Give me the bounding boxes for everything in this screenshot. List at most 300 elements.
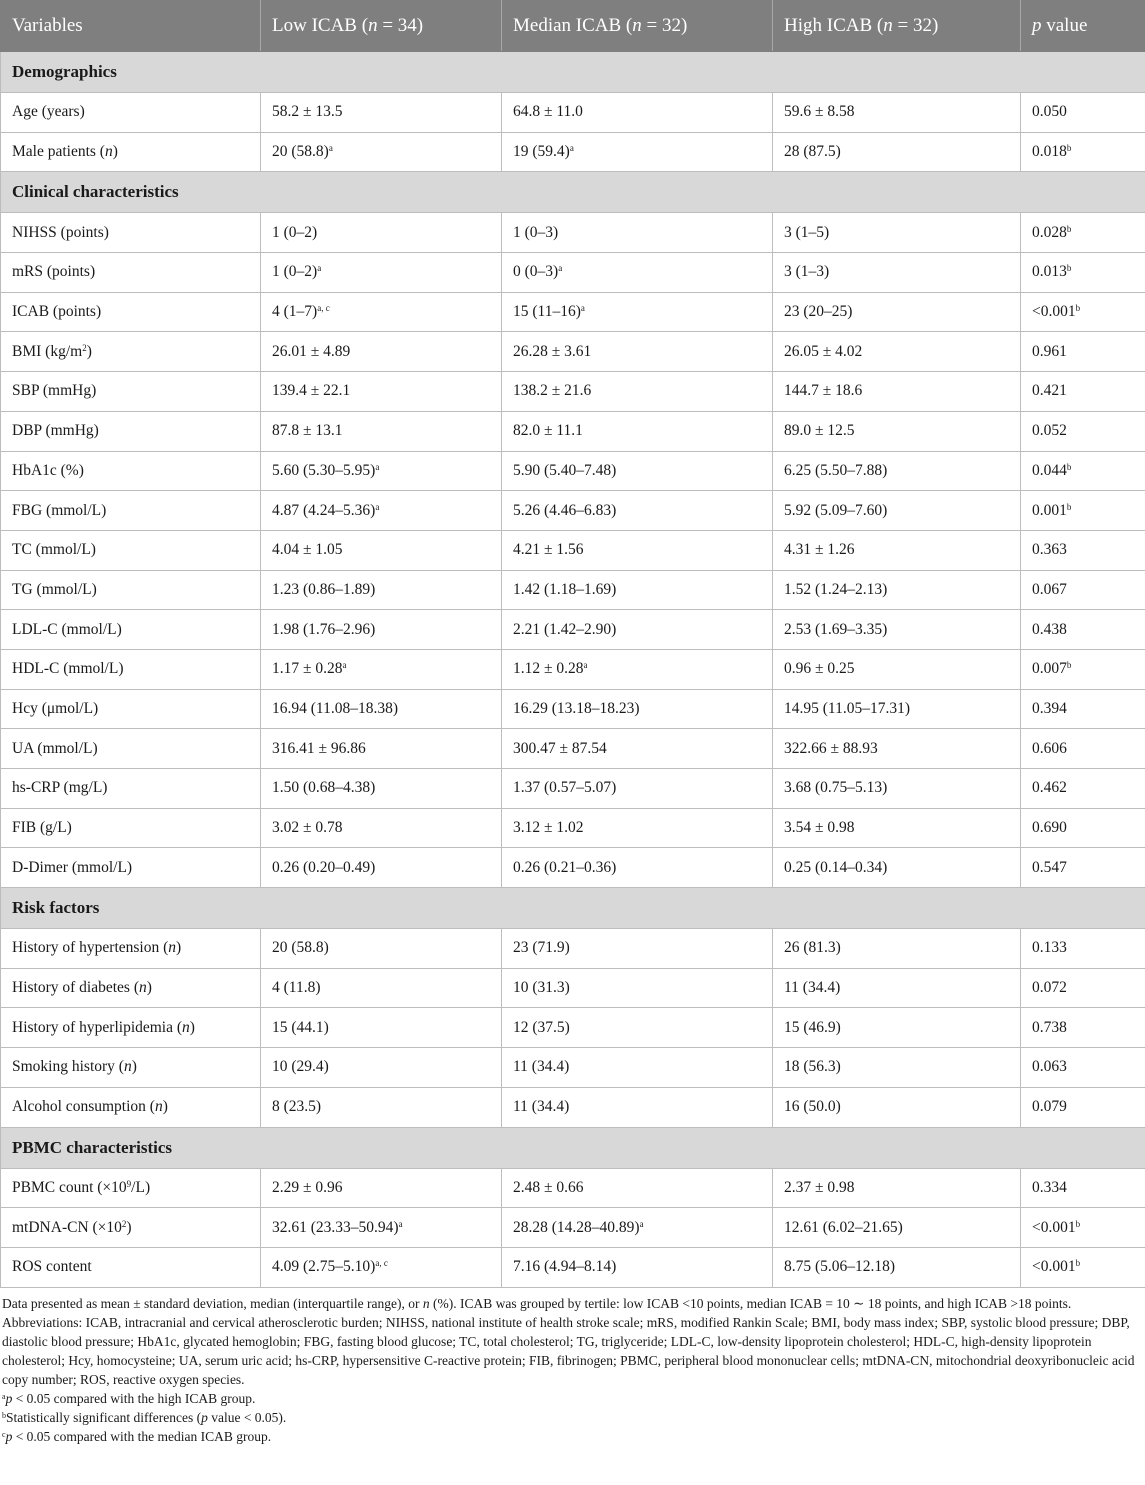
cell-variable [1,968,261,1008]
section-title: PBMC characteristics [1,1127,1145,1168]
cell-low [261,213,502,253]
cell-low [261,530,502,570]
cell-high [773,93,1021,133]
cell-low [261,968,502,1008]
cell-low [261,610,502,650]
table-row [1,610,1145,650]
cell-low [261,848,502,888]
cell-low [261,689,502,729]
cell-low [261,292,502,332]
header-text: Low ICAB ( [272,15,369,36]
cell-variable [1,93,261,133]
variable-text: HbA1c (%) [12,461,84,479]
cell-p-value [1021,491,1145,531]
cell-median-text: 26.28 ± 3.61 [513,342,592,360]
cell-low [261,1168,502,1208]
header-row [1,1,1145,52]
cell-high-text: 59.6 ± 8.58 [784,103,855,121]
header-italic: n [368,15,378,36]
cell-high [773,1008,1021,1048]
cell-median-text: 19 (59.4) [513,143,570,161]
cell-p-value-text: 0.438 [1032,620,1067,638]
cell-high-text: 89.0 ± 12.5 [784,422,855,440]
cell-median [502,848,773,888]
cell-low [261,1208,502,1248]
table-row [1,213,1145,253]
table-header [1,1,1145,52]
cell-high-text: 16 (50.0) [784,1098,841,1116]
variable-text: FIB (g/L) [12,819,72,837]
cell-high [773,292,1021,332]
cell-high-text: 2.53 (1.69–3.35) [784,620,888,638]
cell-median [502,968,773,1008]
cell-low [261,1247,502,1287]
cell-median-text: 0.26 (0.21–0.36) [513,858,617,876]
cell-low-text: 8 (23.5) [272,1098,322,1116]
cell-variable [1,372,261,412]
table-row [1,491,1145,531]
cell-p-value-text: 0.044 [1032,461,1067,479]
table-row [1,1168,1145,1208]
cell-high-text: 14.95 (11.05–17.31) [784,699,910,717]
cell-p-value-text: 0.961 [1032,342,1067,360]
cell-high [773,610,1021,650]
cell-low-sup: a [328,143,333,154]
cell-high [773,530,1021,570]
cell-median-text: 15 (11–16) [513,303,581,321]
variable-text: TC (mmol/L) [12,541,96,559]
table-body [1,52,1145,1288]
cell-variable [1,451,261,491]
cell-median-text: 2.48 ± 0.66 [513,1178,584,1196]
header-italic: n [883,15,893,36]
cell-high-text: 8.75 (5.06–12.18) [784,1258,896,1276]
footnote-b: $^b$Statistically significant differences (p value < 0.05). [2,1409,287,1425]
cell-high-text: 23 (20–25) [784,303,853,321]
cell-median [502,1008,773,1048]
cell-high [773,968,1021,1008]
cell-low [261,649,502,689]
cell-high [773,491,1021,531]
header-italic: n [632,15,642,36]
cell-median-sup: a [558,263,563,274]
cell-p-value [1021,1247,1145,1287]
cell-median [502,213,773,253]
cell-p-value-sup: b [1075,303,1081,314]
variable-text: D-Dimer (mmol/L) [12,858,133,876]
cell-p-value [1021,968,1145,1008]
cell-p-value [1021,292,1145,332]
cell-p-value-sup: b [1075,1258,1081,1269]
cell-median [502,808,773,848]
table-row [1,968,1145,1008]
cell-low-text: 16.94 (11.08–18.38) [272,699,398,717]
cell-p-value-text: 0.690 [1032,819,1067,837]
cell-p-value-text: 0.018 [1032,143,1067,161]
cell-low [261,1048,502,1088]
cell-median-sup: a [583,660,588,671]
cell-low [261,132,502,172]
cell-low-text: 10 (29.4) [272,1058,329,1076]
cell-variable [1,530,261,570]
section-title: Demographics [1,52,1145,93]
header-text: = 32) [892,15,939,36]
variable-text: hs-CRP (mg/L) [12,779,108,797]
cell-p-value-sup: b [1066,143,1072,154]
cell-high [773,451,1021,491]
cell-high [773,848,1021,888]
cell-p-value [1021,132,1145,172]
cell-p-value [1021,649,1145,689]
cell-low-sup: a, c [317,303,330,314]
variable-text: History of hypertension ( [12,939,169,957]
cell-median [502,491,773,531]
cell-high [773,689,1021,729]
variable-text: History of diabetes ( [12,979,139,997]
variable-text: Smoking history ( [12,1058,124,1076]
cell-high [773,808,1021,848]
cell-variable [1,1008,261,1048]
table-row [1,1087,1145,1127]
cell-low [261,411,502,451]
cell-variable [1,292,261,332]
col-header-median [502,1,773,52]
table-row [1,929,1145,969]
table-row [1,1247,1145,1287]
cell-high-text: 4.31 ± 1.26 [784,541,855,559]
variable-post: ) [176,939,182,957]
variable-italic: n [182,1018,190,1036]
cell-median [502,1208,773,1248]
cell-p-value [1021,1168,1145,1208]
cell-p-value [1021,213,1145,253]
table-row [1,1008,1145,1048]
cell-high [773,570,1021,610]
variable-text: SBP (mmHg) [12,382,97,400]
cell-low [261,451,502,491]
variable-post: ) [189,1018,195,1036]
table-row [1,530,1145,570]
table-row [1,570,1145,610]
cell-median-text: 3.12 ± 1.02 [513,819,584,837]
variable-text: FBG (mmol/L) [12,501,107,519]
cell-median-text: 138.2 ± 21.6 [513,382,592,400]
cell-median-text: 5.90 (5.40–7.48) [513,461,617,479]
cell-median [502,253,773,293]
cell-median [502,689,773,729]
cell-median-text: 16.29 (13.18–18.23) [513,699,640,717]
cell-median-text: 1 (0–3) [513,223,559,241]
table-row [1,729,1145,769]
table-row [1,808,1145,848]
cell-median-text: 1.42 (1.18–1.69) [513,580,617,598]
table-row [1,372,1145,412]
cell-low-text: 4 (11.8) [272,979,321,997]
cell-high-text: 18 (56.3) [784,1058,841,1076]
cell-low-text: 2.29 ± 0.96 [272,1178,343,1196]
section-title: Risk factors [1,888,1145,929]
cell-low-text: 1 (0–2) [272,263,318,281]
variable-sup: 2 [121,1218,127,1229]
cell-p-value-text: 0.738 [1032,1018,1067,1036]
cell-low-text: 1.17 ± 0.28 [272,660,343,678]
cell-p-value [1021,689,1145,729]
variable-post: ) [131,1058,137,1076]
cell-low-text: 26.01 ± 4.89 [272,342,351,360]
variable-post: ) [86,342,92,360]
cell-variable [1,610,261,650]
variable-sup: 9 [126,1178,132,1189]
cell-low-text: 1.98 (1.76–2.96) [272,620,376,638]
cell-p-value-sup: b [1066,223,1072,234]
cell-low-text: 4 (1–7) [272,303,318,321]
cell-p-value [1021,729,1145,769]
cell-median [502,132,773,172]
abbreviations-note: Abbreviations: ICAB, intracranial and cervical atherosclerotic burden; NIHSS, national institute of health stroke scale; mRS, modified Rankin Scale; BMI, body mass index; SBP, systolic blood pressure; DBP, diastolic blood pressure; HbA1c, glycated hemoglobin; FBG, fasting blood glucose; TC, total cholesterol; TG, triglyceride; LDL-C, low-density lipoprotein cholesterol; HDL-C, high-density lipoprotein cholesterol; Hcy, homocysteine; UA, serum uric acid; hs-CRP, hypersensitive C-reactive protein; FIB, fibrinogen; PBMC, peripheral blood mononuclear cells; mtDNA-CN, mitochondrial deoxyribonucleic acid copy number; ROS, reactive oxygen species. [2,1314,1135,1387]
cell-median [502,610,773,650]
variable-text: UA (mmol/L) [12,739,98,757]
cell-high [773,253,1021,293]
table-row [1,93,1145,133]
footnote-a: $^a$p < 0.05 compared with the high ICAB group. [2,1390,256,1406]
cell-median [502,332,773,372]
cell-high-text: 26.05 ± 4.02 [784,342,863,360]
cell-variable [1,1048,261,1088]
cell-p-value-text: 0.063 [1032,1058,1067,1076]
cell-high-text: 1.52 (1.24–2.13) [784,580,888,598]
cell-p-value [1021,1208,1145,1248]
cell-p-value [1021,1087,1145,1127]
cell-high [773,132,1021,172]
cell-median-text: 0 (0–3) [513,263,559,281]
cell-p-value [1021,451,1145,491]
cell-median-text: 10 (31.3) [513,979,570,997]
cell-p-value-text: 0.421 [1032,382,1067,400]
cell-variable [1,1247,261,1287]
cell-high [773,1048,1021,1088]
table-row [1,848,1145,888]
cell-p-value [1021,411,1145,451]
cell-low [261,372,502,412]
cell-p-value-text: 0.334 [1032,1178,1067,1196]
cell-high [773,1087,1021,1127]
cell-p-value-sup: b [1066,263,1072,274]
variable-text: LDL-C (mmol/L) [12,620,122,638]
cell-low [261,1008,502,1048]
variable-text: NIHSS (points) [12,223,109,241]
cell-high [773,769,1021,809]
variable-italic: n [104,143,113,161]
cell-p-value-text: 0.547 [1032,858,1067,876]
cell-low-text: 20 (58.8) [272,143,329,161]
cell-p-value [1021,1048,1145,1088]
variable-text: Hcy (μmol/L) [12,699,99,717]
cell-high [773,332,1021,372]
cell-low [261,729,502,769]
cell-low [261,929,502,969]
cell-high [773,729,1021,769]
variable-italic: n [154,1098,163,1116]
cell-high [773,1168,1021,1208]
table-row [1,451,1145,491]
cell-variable [1,332,261,372]
cell-high [773,649,1021,689]
cell-low-text: 20 (58.8) [272,939,329,957]
cell-low-text: 5.60 (5.30–5.95) [272,461,376,479]
cell-low [261,808,502,848]
cell-p-value-text: 0.007 [1032,660,1067,678]
cell-low-text: 3.02 ± 0.78 [272,819,343,837]
data-note-italic: n [422,1295,430,1311]
cell-low-sup: a [398,1218,403,1229]
cell-high [773,411,1021,451]
cell-variable [1,1087,261,1127]
variable-text: Male patients ( [12,143,105,161]
cell-p-value-text: <0.001 [1032,1258,1076,1276]
cell-low-sup: a [375,501,380,512]
cell-median [502,769,773,809]
cell-median [502,1168,773,1208]
cell-median [502,1048,773,1088]
table-row [1,292,1145,332]
header-text: High ICAB ( [784,15,884,36]
cell-median-text: 5.26 (4.46–6.83) [513,501,617,519]
table-row [1,1048,1145,1088]
cell-variable [1,769,261,809]
cell-p-value-sup: b [1066,660,1072,671]
cell-p-value [1021,610,1145,650]
cell-variable [1,253,261,293]
cell-median-text: 2.21 (1.42–2.90) [513,620,617,638]
section-row [1,172,1145,213]
cell-low-sup: a, c [375,1258,388,1269]
table-row [1,649,1145,689]
cell-low-text: 1 (0–2) [272,223,318,241]
cell-median-text: 300.47 ± 87.54 [513,739,607,757]
variable-text: HDL-C (mmol/L) [12,660,124,678]
cell-median-text: 82.0 ± 11.1 [513,422,583,440]
cell-median [502,649,773,689]
cell-low-text: 139.4 ± 22.1 [272,382,351,400]
cell-median-text: 1.12 ± 0.28 [513,660,584,678]
cell-p-value [1021,808,1145,848]
cell-high-text: 3.68 (0.75–5.13) [784,779,888,797]
cell-low-text: 316.41 ± 96.86 [272,739,366,757]
cell-variable [1,411,261,451]
cell-median [502,929,773,969]
cell-high [773,372,1021,412]
cell-variable [1,132,261,172]
cell-p-value-text: 0.028 [1032,223,1067,241]
cell-p-value [1021,848,1145,888]
cell-low-text: 4.87 (4.24–5.36) [272,501,376,519]
header-text: value [1041,15,1088,36]
col-header-variables [1,1,261,52]
cell-low [261,93,502,133]
data-note [2,1294,1143,1313]
cell-p-value-text: 0.072 [1032,979,1067,997]
cell-low [261,769,502,809]
cell-variable [1,929,261,969]
cell-p-value-text: 0.363 [1032,541,1067,559]
variable-text: TG (mmol/L) [12,580,97,598]
data-note-text: Data presented as mean ± standard deviation, median (interquartile range), or [2,1295,423,1311]
cell-median-sup: a [580,303,585,314]
cell-high-text: 3 (1–3) [784,263,830,281]
cell-high-text: 11 (34.4) [784,979,841,997]
cell-high-text: 0.25 (0.14–0.34) [784,858,888,876]
cell-low-text: 1.23 (0.86–1.89) [272,580,376,598]
cell-median-text: 4.21 ± 1.56 [513,541,584,559]
table-row [1,332,1145,372]
cell-low [261,332,502,372]
table-row [1,689,1145,729]
cell-p-value [1021,332,1145,372]
cell-low [261,491,502,531]
cell-high-text: 5.92 (5.09–7.60) [784,501,888,519]
header-text: = 32) [641,15,688,36]
cell-variable [1,729,261,769]
cell-high-text: 3.54 ± 0.98 [784,819,855,837]
cell-median [502,1087,773,1127]
cell-high-text: 144.7 ± 18.6 [784,382,863,400]
cell-high-text: 26 (81.3) [784,939,841,957]
cell-p-value [1021,769,1145,809]
cell-low [261,1087,502,1127]
cell-p-value-text: <0.001 [1032,303,1076,321]
cell-median-text: 1.37 (0.57–5.07) [513,779,617,797]
table-row [1,769,1145,809]
variable-text: PBMC count (×10 [12,1178,127,1196]
variable-text: History of hyperlipidemia ( [12,1018,183,1036]
cell-low-text: 4.04 ± 1.05 [272,541,343,559]
cell-p-value-text: 0.079 [1032,1098,1067,1116]
cell-p-value-text: 0.462 [1032,779,1067,797]
cell-p-value [1021,570,1145,610]
cell-p-value [1021,929,1145,969]
variable-text: Alcohol consumption ( [12,1098,155,1116]
cell-median-text: 28.28 (14.28–40.89) [513,1218,640,1236]
variable-post: ) [126,1218,132,1236]
variable-italic: n [123,1058,132,1076]
table-row [1,1208,1145,1248]
cell-variable [1,848,261,888]
cell-variable [1,689,261,729]
cell-high-text: 6.25 (5.50–7.88) [784,461,888,479]
cell-low-text: 1.50 (0.68–4.38) [272,779,376,797]
cell-low-text: 32.61 (23.33–50.94) [272,1218,399,1236]
cell-median-text: 64.8 ± 11.0 [513,103,583,121]
variable-italic: n [138,979,147,997]
col-header-high [773,1,1021,52]
cell-p-value-text: 0.133 [1032,939,1067,957]
table-row [1,411,1145,451]
section-row [1,888,1145,929]
cell-high [773,1208,1021,1248]
cell-median [502,372,773,412]
cell-p-value [1021,253,1145,293]
cell-variable [1,213,261,253]
data-note-post: (%). ICAB was grouped by tertile: low ICAB <10 points, median ICAB = 10 ∼ 18 points, and high ICAB >18 points. [429,1295,1072,1311]
variable-post: ) [112,143,118,161]
footnote-c: $^c$p < 0.05 compared with the median ICAB group. [2,1428,272,1444]
cell-high-text: 2.37 ± 0.98 [784,1178,855,1196]
cell-high [773,213,1021,253]
cell-variable [1,649,261,689]
variable-post: /L) [131,1178,151,1196]
cell-high-text: 28 (87.5) [784,143,841,161]
cell-p-value [1021,1008,1145,1048]
